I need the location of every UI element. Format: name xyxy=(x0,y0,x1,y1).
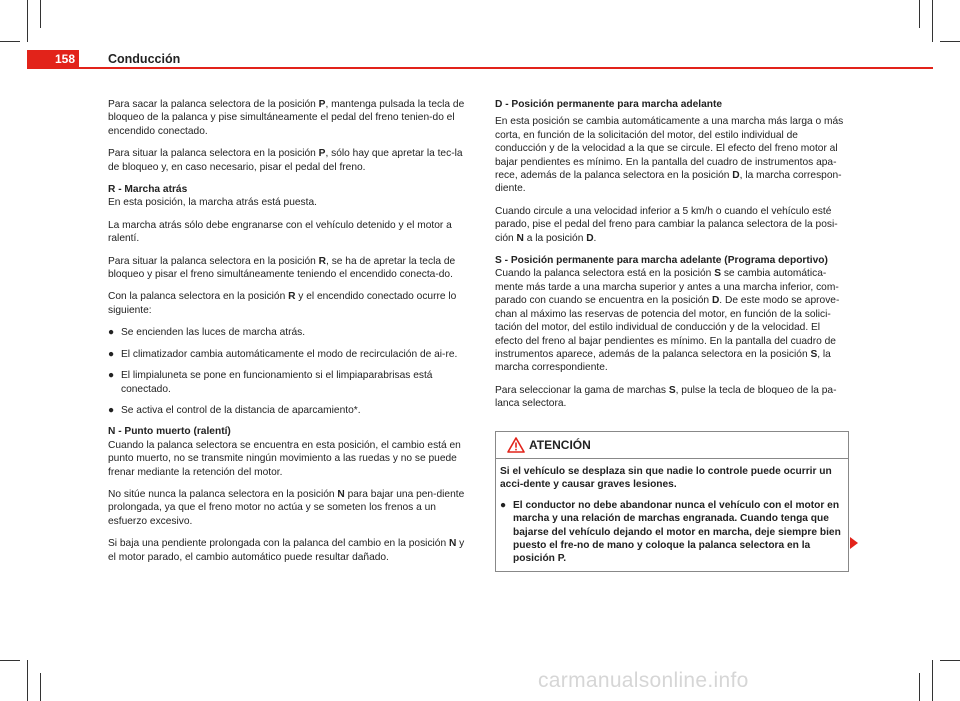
bullet-icon: ● xyxy=(108,370,115,382)
bullet-icon: ● xyxy=(108,348,115,360)
warning-title: ATENCIÓN xyxy=(529,438,591,452)
paragraph: Para sacar la palanca selectora de la posición P, mantenga pulsada la tecla de bloqueo de la palanca y pise simultáneamente el pedal del freno tenien-do el encendido conectado. xyxy=(108,99,465,137)
crop-mark xyxy=(940,41,960,42)
warning-list-item: ● El conductor no debe abandonar nunca el vehículo con el motor en marcha y una relación de marchas engranada. Cuando tenga que bajarse del vehículo dejando el motor en marcha, deje siempre bien puesto el fre-no de mano y coloque la palanca selectora en la posición P. xyxy=(500,499,841,565)
list-item: ● Se activa el control de la distancia de aparcamiento*. xyxy=(108,404,361,416)
crop-mark xyxy=(919,673,920,701)
crop-mark xyxy=(27,660,28,701)
paragraph: Con la palanca selectora en la posición R y el encendido conectado ocurre lo siguiente: xyxy=(108,291,457,316)
page-title: Conducción xyxy=(108,52,181,66)
paragraph: La marcha atrás sólo debe engranarse con el vehículo detenido y el motor a ralentí. xyxy=(108,219,452,245)
crop-mark xyxy=(40,673,41,701)
list-item: ● El limpialuneta se pone en funcionamiento si el limpiaparabrisas está conectado. xyxy=(108,370,433,395)
paragraph: No sitúe nunca la palanca selectora en la posición N para bajar una pen-diente prolongada, ya que el freno motor no actúa y se someten los frenos a un esfuerzo excesivo. xyxy=(108,488,465,527)
section-heading-d: D - Posición permanente para marcha adelante xyxy=(495,99,723,110)
warning-body xyxy=(496,459,848,571)
crop-mark xyxy=(940,660,960,661)
paragraph: Para seleccionar la gama de marchas S, pulse la tecla de bloqueo de la pa-lanca selectora. xyxy=(495,384,837,410)
bullet-icon: ● xyxy=(108,327,115,339)
bullet-icon: ● xyxy=(500,499,507,511)
bullet-icon: ● xyxy=(108,404,115,416)
list-item: ● El climatizador cambia automáticamente el modo de recirculación de ai-re. xyxy=(108,348,458,360)
section-heading-n: N - Punto muerto (ralentí) xyxy=(108,426,231,438)
warning-triangle-icon xyxy=(507,437,525,453)
paragraph: Cuando circule a una velocidad inferior a 5 km/h o cuando el vehículo esté parado, pise el pedal del freno para cambiar la palanca selectora de la posi-ción N a la posición D. xyxy=(495,205,838,244)
crop-mark xyxy=(0,41,20,42)
warning-header xyxy=(496,432,848,459)
left-column xyxy=(108,98,465,573)
paragraph: Cuando la palanca selectora se encuentra en esta posición, el cambio está en punto muerto, no se transmite ningún movimiento a las ruedas y no se puede frenar mediante la retención del motor. xyxy=(108,439,461,478)
watermark: carmanualsonline.info xyxy=(538,669,749,692)
paragraph: Cuando la palanca selectora está en la posición S se cambia automática-mente más tarde a una marcha superior y antes a una marcha inferior, com-parado con cuando se encuentra en la posición D. De este modo se aprove-chan al máximo las reservas de potencia del motor, en función de la solici-tación del motor, del estilo individual de conducción y de la velocidad. El efecto del freno al bajar pendientes es mínimo. En la pantalla del cuadro de instrumentos aparece, además de la palanca selectora en la posición S, la marcha correspondiente. xyxy=(495,268,840,374)
crop-mark xyxy=(27,0,28,42)
paragraph: En esta posición, la marcha atrás está puesta. xyxy=(108,197,317,209)
right-column xyxy=(495,98,849,420)
crop-mark xyxy=(40,0,41,28)
paragraph: Si baja una pendiente prolongada con la palanca del cambio en la posición N y el motor parado, el cambio automático puede resultar dañado. xyxy=(108,538,465,563)
warning-text: Si el vehículo se desplaza sin que nadie lo controle puede ocurrir un acci-dente y causar graves lesiones. xyxy=(500,466,832,491)
warning-box xyxy=(495,431,849,572)
paragraph: Para situar la palanca selectora en la posición P, sólo hay que apretar la tec-la de bloqueo y, en caso necesario, pisar el pedal del freno. xyxy=(108,148,463,173)
crop-mark xyxy=(932,0,933,42)
paragraph: Para situar la palanca selectora en la posición R, se ha de apretar la tecla de bloqueo y pisar el freno simultáneamente teniendo el encendido conecta-do. xyxy=(108,255,456,281)
crop-mark xyxy=(932,660,933,701)
section-heading-s: S - Posición permanente para marcha adelante (Programa deportivo) xyxy=(495,255,828,267)
crop-mark xyxy=(919,0,920,28)
list-item: ● Se encienden las luces de marcha atrás. xyxy=(108,327,306,339)
page-number: 158 xyxy=(54,52,75,66)
crop-mark xyxy=(0,660,20,661)
paragraph: En esta posición se cambia automáticamente a una marcha más larga o más corta, en función de la solicitación del motor, del estilo individual de conducción y de la velocidad a la que se circule. El efecto del freno motor al bajar pendientes es mínimo. En la pantalla del cuadro de instrumentos apa-rece, además de la palanca selectora en la posición D, la marcha correspon-diente. xyxy=(495,116,844,195)
continue-arrow-icon xyxy=(850,537,858,549)
header-rule xyxy=(27,67,933,69)
section-heading-r: R - Marcha atrás xyxy=(108,184,188,196)
